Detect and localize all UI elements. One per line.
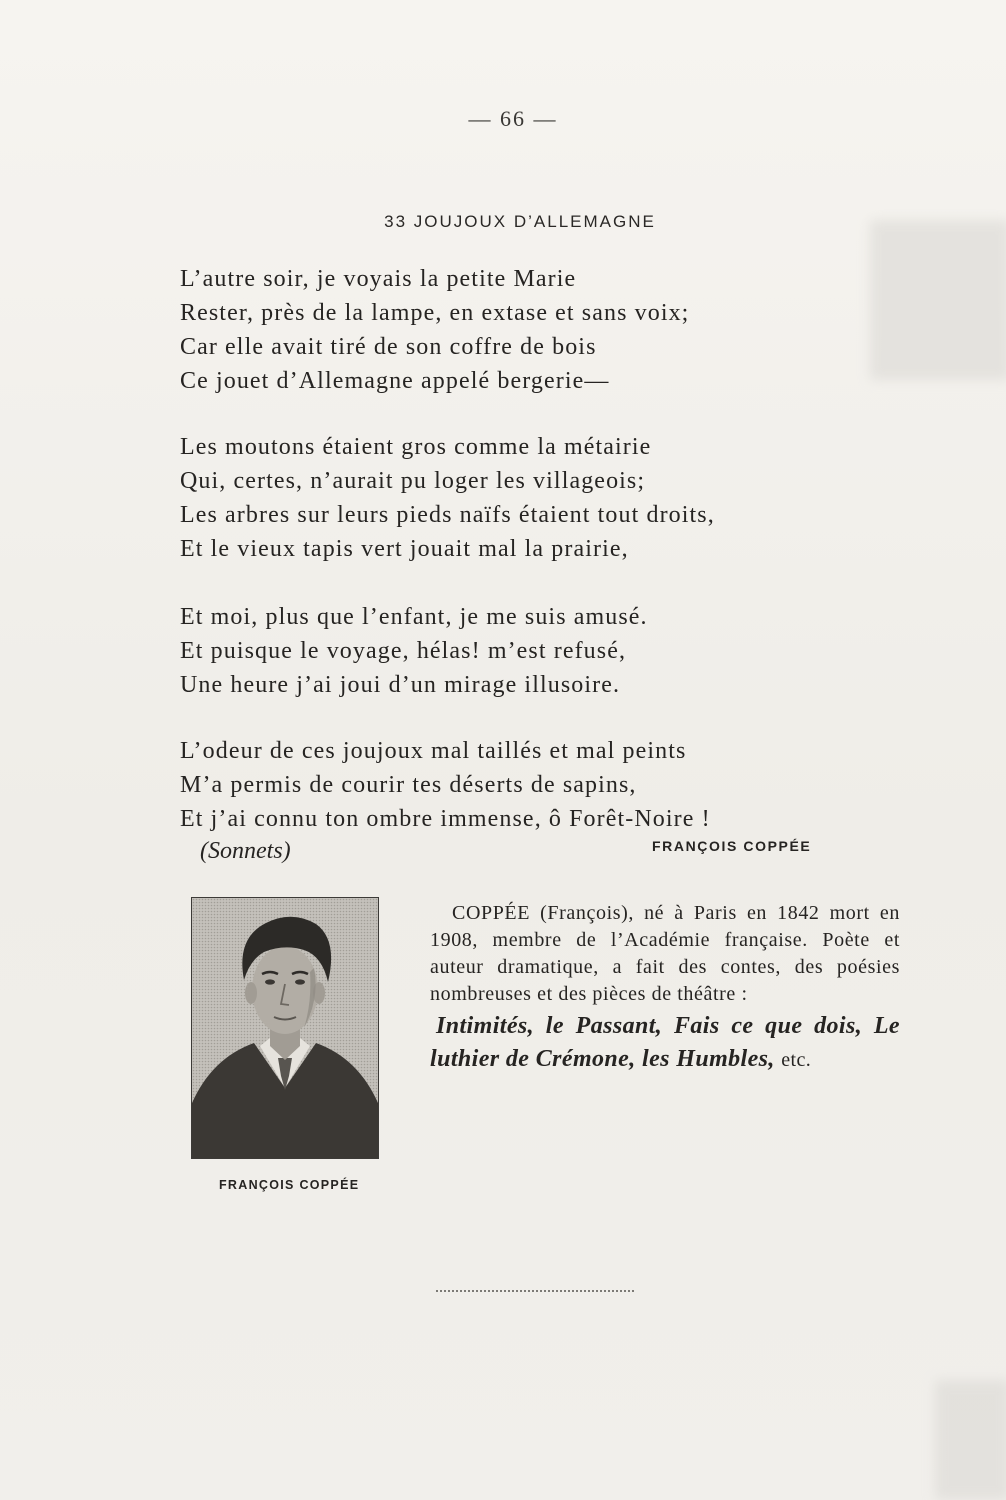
- works-etc: etc.: [781, 1049, 812, 1071]
- stanza: [180, 262, 880, 398]
- stanza: [180, 600, 880, 702]
- end-rule: [436, 1290, 634, 1292]
- bleed-through-smudge: [935, 1380, 1006, 1500]
- verse-line: Et j’ai connu ton ombre immense, ô Forêt-Noire !: [180, 806, 711, 832]
- portrait-illustration: [192, 898, 378, 1158]
- verse-line: Et puisque le voyage, hélas! m’est refusé,: [180, 638, 627, 664]
- biography-works: [430, 1010, 900, 1077]
- verse-line: Les moutons étaient gros comme la métairie: [180, 434, 652, 460]
- page-number: — 66 —: [468, 106, 558, 131]
- works-titles: Intimités, le Passant, Fais ce que dois, Le luthier de Crémone, les Humbles,: [430, 1013, 900, 1072]
- poem-title: 33 JOUJOUX D’ALLEMAGNE: [384, 212, 656, 231]
- verse-line: L’autre soir, je voyais la petite Marie: [180, 266, 577, 292]
- verse-line: Car elle avait tiré de son coffre de bois: [180, 334, 597, 360]
- stanza: [180, 734, 880, 836]
- verse-line: Une heure j’ai joui d’un mirage illusoire.: [180, 672, 621, 698]
- biography-intro: COPPÉE (François), né à Paris en 1842 mort en 1908, membre de l’Académie française. Poète et auteur dramatique, a fait des contes, des poésies nombreuses et des pièces de théâtre :: [430, 902, 900, 1005]
- verse-line: M’a permis de courir tes déserts de sapins,: [180, 772, 637, 798]
- portrait-caption: FRANÇOIS COPPÉE: [219, 1178, 360, 1192]
- verse-line: Rester, près de la lampe, en extase et sans voix;: [180, 300, 690, 326]
- verse-line: Qui, certes, n’aurait pu loger les villageois;: [180, 468, 646, 494]
- poem-body: [180, 262, 880, 868]
- author-biography: [430, 900, 900, 1077]
- author-signature: FRANÇOIS COPPÉE: [652, 838, 812, 854]
- verse-line: Et le vieux tapis vert jouait mal la prairie,: [180, 536, 629, 562]
- bleed-through-smudge: [870, 220, 1006, 380]
- author-portrait: [191, 897, 379, 1159]
- poem-source: (Sonnets): [200, 838, 291, 864]
- verse-line: Et moi, plus que l’enfant, je me suis amusé.: [180, 604, 648, 630]
- verse-line: Ce jouet d’Allemagne appelé bergerie—: [180, 368, 610, 394]
- verse-line: L’odeur de ces joujoux mal taillés et mal peints: [180, 738, 687, 764]
- stanza: [180, 430, 880, 566]
- verse-line: Les arbres sur leurs pieds naïfs étaient tout droits,: [180, 502, 715, 528]
